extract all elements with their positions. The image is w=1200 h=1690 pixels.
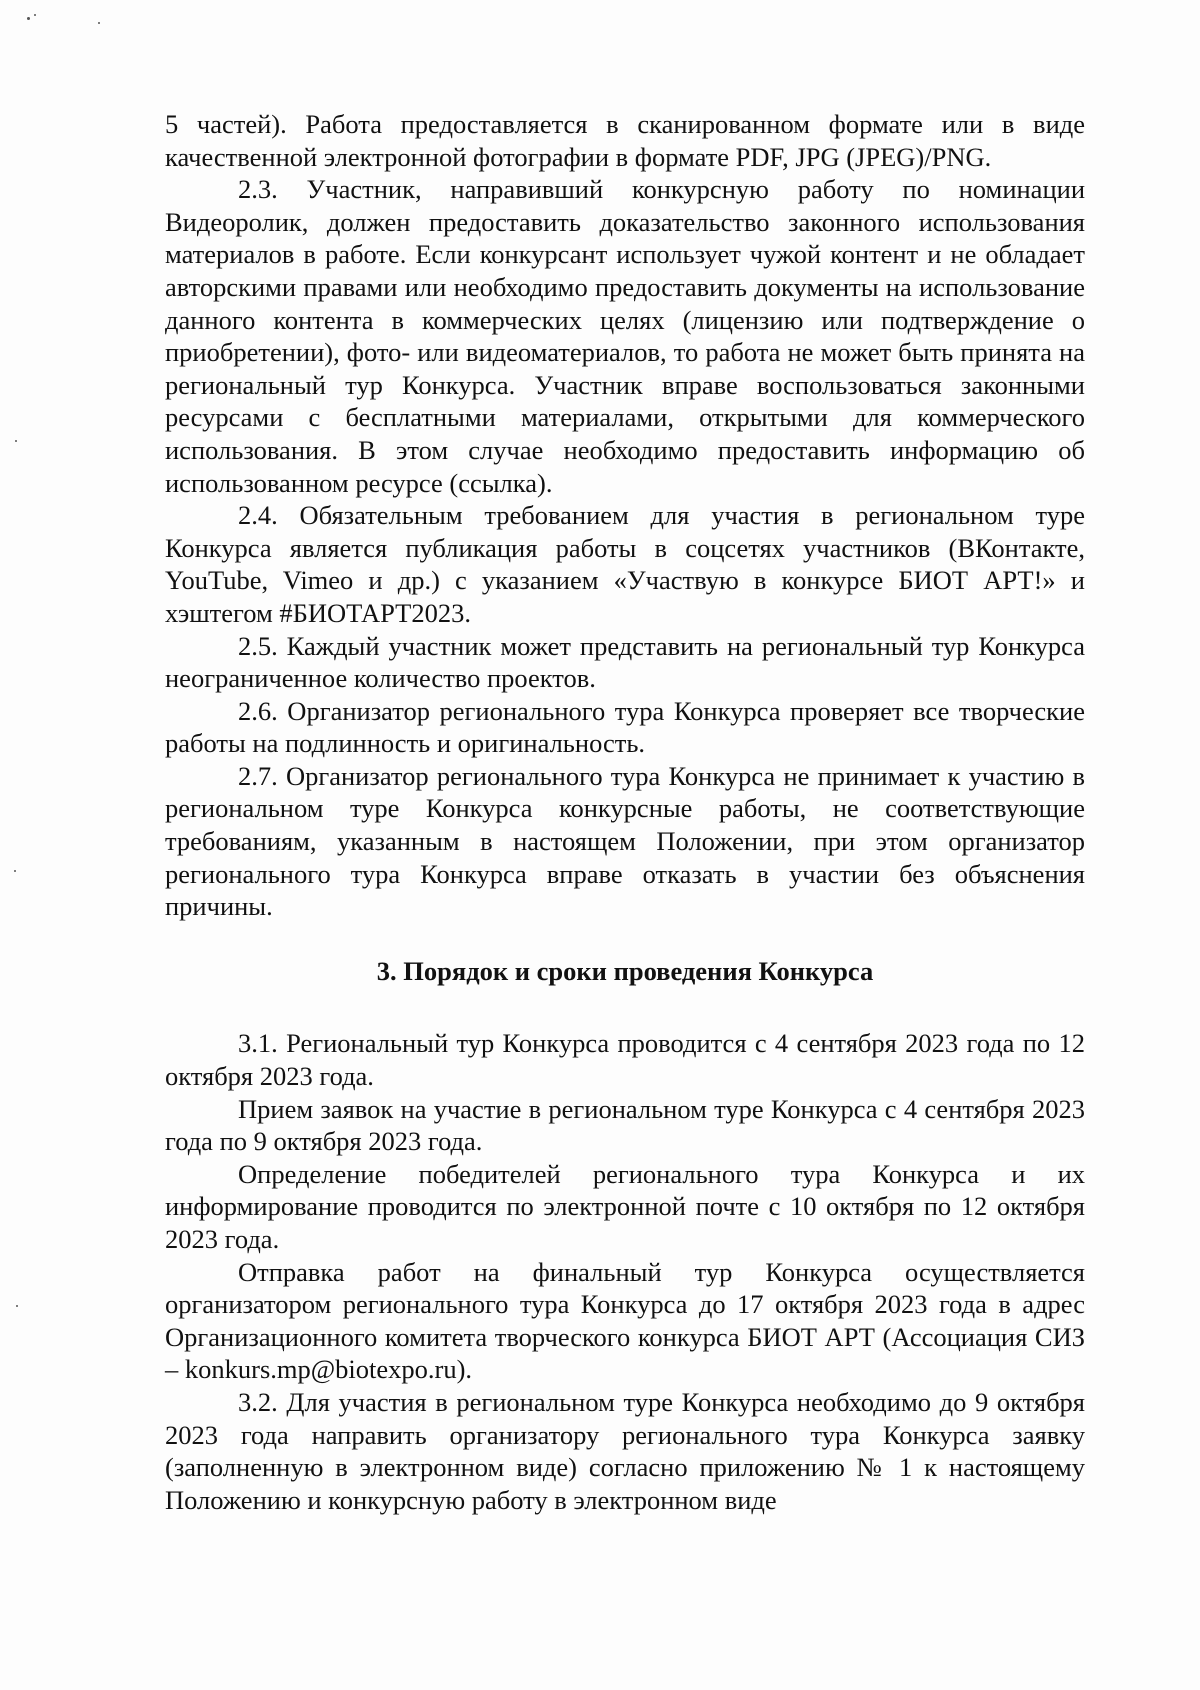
paragraph-2-7: 2.7. Организатор регионального тура Конкурса не принимает к участию в региональном туре Конкурса конкурсные работы, не соответствующие требованиям, указанным в настоящем Положении, при этом организатор регионального тура Конкурса вправе отказать в участии без объяснения причины. — [165, 760, 1085, 922]
paragraph-2-4: 2.4. Обязательным требованием для участия в региональном туре Конкурса является публикация работы в соцсетях участников (ВКонтакте, YouTube, Vimeo и др.) с указанием «Участвую в конкурсе БИОТ АРТ!» и хэштегом #БИОТАРТ2023. — [165, 500, 1085, 628]
scan-artifact-dot — [16, 1305, 18, 1307]
scan-artifact-dot — [98, 22, 100, 24]
document-body — [165, 108, 1085, 1516]
paragraph-final-submission: Отправка работ на финальный тур Конкурса осуществляется организатором регионального тура Конкурса до 17 октября 2023 года в адрес Организационного комитета творческого конкурса БИОТ АРТ (Ассоциация СИЗ – konkurs.mp@biotexpo.ru). — [165, 1256, 1085, 1385]
scan-artifact-dot — [34, 14, 36, 16]
paragraph-continuation: 5 частей). Работа предоставляется в сканированном формате или в виде качественной электронной фотографии в формате PDF, JPG (JPEG)/PNG. — [165, 109, 1085, 172]
scan-artifact-dot — [15, 440, 17, 442]
paragraph-3-1: 3.1. Региональный тур Конкурса проводится с 4 сентября 2023 года по 12 октября 2023 года. — [165, 1028, 1085, 1092]
paragraph-2-6: 2.6. Организатор регионального тура Конкурса проверяет все творческие работы на подлинность и оригинальность. — [165, 695, 1085, 759]
paragraph-3-2: 3.2. Для участия в региональном туре Конкурса необходимо до 9 октября 2023 года направить организатору регионального тура Конкурса заявку (заполненную в электронном виде) согласно приложению № 1 к настоящему Положению и конкурсную работу в электронном виде — [165, 1386, 1085, 1515]
scan-artifact-dot — [14, 870, 16, 872]
paragraph-applications: Прием заявок на участие в региональном туре Конкурса с 4 сентября 2023 года по 9 октября 2023 года. — [165, 1093, 1085, 1157]
paragraph-winners: Определение победителей регионального тура Конкурса и их информирование проводится по электронной почте с 10 октября по 12 октября 2023 года. — [165, 1158, 1085, 1254]
paragraph-2-5: 2.5. Каждый участник может представить на региональный тур Конкурса неограниченное количество проектов. — [165, 630, 1085, 694]
scan-artifact-dot — [27, 17, 30, 20]
paragraph-2-3: 2.3. Участник, направивший конкурсную работу по номинации Видеоролик, должен предоставить доказательство законного использования материалов в работе. Если конкурсант использует чужой контент и не обладает авторскими правами или необходимо предоставить документы на использование данного контента в коммерческих целях (лицензию или подтверждение о приобретении), фото- или видеоматериалов, то работа не может быть принята на региональный тур Конкурса. Участник вправе воспользоваться законными ресурсами с бесплатными материалами, открытыми для коммерческого использования. В этом случае необходимо предоставить информацию об использованном ресурсе (ссылка). — [165, 174, 1085, 498]
section-3-heading: 3. Порядок и сроки проведения Конкурса — [376, 955, 874, 986]
